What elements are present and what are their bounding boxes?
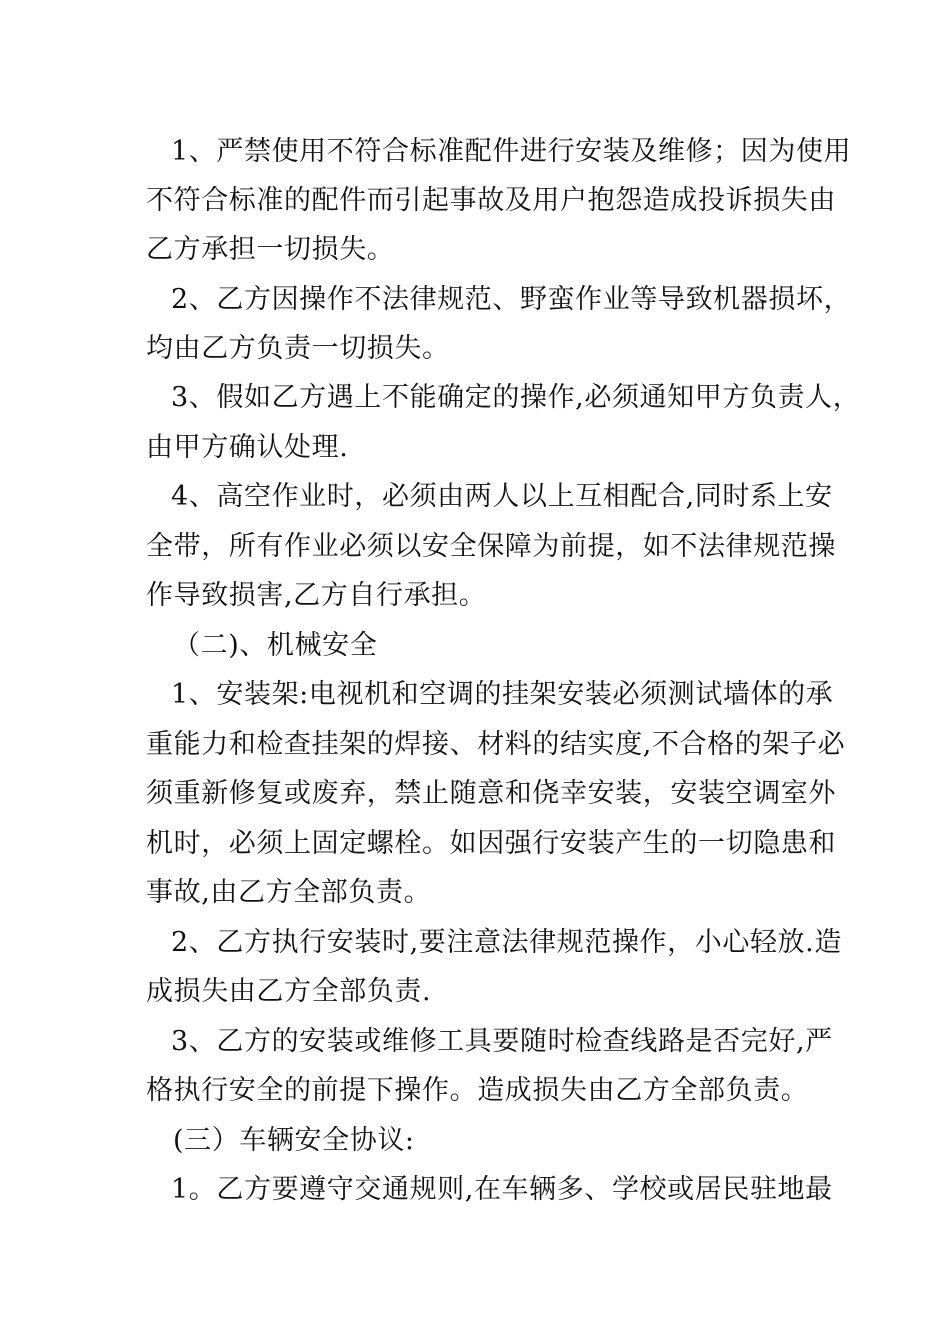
paragraph-line: 3、假如乙方遇上不能确定的操作,必须通知甲方负责人，: [171, 382, 861, 413]
paragraph-line: 机时，必须上固定螺栓。如因强行安装产生的一切隐患和: [146, 828, 836, 859]
paragraph-line: 4、高空作业时，必须由两人以上互相配合,同时系上安: [171, 481, 833, 512]
paragraph-line: 1、安装架:电视机和空调的挂架安装必须测试墙体的承: [171, 679, 834, 710]
paragraph-line: 事故,由乙方全部负责。: [146, 877, 432, 908]
paragraph-line: 重能力和检查挂架的焊接、材料的结实度,不合格的架子必: [146, 729, 846, 760]
paragraph-line: 格执行安全的前提下操作。造成损失由乙方全部负责。: [146, 1075, 809, 1106]
paragraph-line: 2、乙方因操作不法律规范、野蛮作业等导致机器损坏，: [171, 284, 852, 315]
paragraph-line: 乙方承担一切损失。: [146, 234, 395, 265]
section-heading: （二)、机械安全: [173, 630, 378, 661]
paragraph-line: 由甲方确认处理.: [146, 432, 349, 463]
paragraph-line: 均由乙方负责一切损失。: [146, 333, 450, 364]
paragraph-line: 须重新修复或废弃，禁止随意和侥幸安装，安装空调室外: [146, 778, 836, 809]
paragraph-line: 作导致损害,乙方自行承担。: [146, 580, 487, 611]
paragraph-line: 3、乙方的安装或维修工具要随时检查线路是否完好,严: [171, 1026, 833, 1057]
paragraph-line: 全带，所有作业必须以安全保障为前提，如不法律规范操: [146, 531, 836, 562]
paragraph-line: 1、严禁使用不符合标准配件进行安装及维修；因为使用: [171, 136, 852, 167]
paragraph-line: 1。乙方要遵守交通规则,在车辆多、学校或居民驻地最: [171, 1174, 833, 1205]
paragraph-line: 成损失由乙方全部负责.: [146, 976, 432, 1007]
paragraph-line: 2、乙方执行安装时,要注意法律规范操作，小心轻放.造: [171, 927, 842, 958]
paragraph-line: 不符合标准的配件而引起事故及用户抱怨造成投诉损失由: [146, 185, 836, 216]
section-heading: (三）车辆安全协议:: [173, 1125, 415, 1156]
